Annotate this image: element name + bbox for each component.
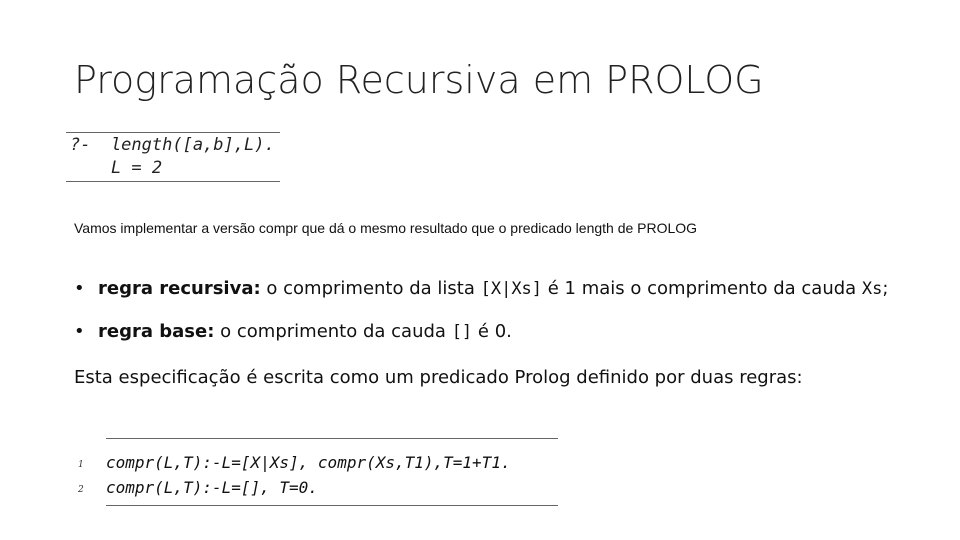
bullet-recursive-rule bbox=[74, 277, 888, 301]
bullet-base-rule bbox=[74, 320, 512, 344]
slide-title: Programação Recursiva em PROLOG bbox=[74, 58, 764, 102]
query-top-rule bbox=[66, 132, 280, 133]
bullet-text: ; bbox=[882, 278, 889, 299]
code-text-1: compr(L,T):-L=[X|Xs], compr(Xs,T1),T=1+T1. bbox=[106, 453, 511, 472]
code-top-rule bbox=[106, 438, 558, 439]
query-line-1: ?- length([a,b],L). bbox=[70, 135, 275, 155]
bullet-text: o comprimento da cauda bbox=[220, 321, 446, 342]
bullet-text: o comprimento da lista bbox=[266, 278, 475, 299]
bullet-label: regra base: bbox=[98, 321, 215, 342]
bullet-text: é 0. bbox=[477, 321, 512, 342]
query-bottom-rule bbox=[66, 181, 280, 182]
query-line-2: L = 2 bbox=[70, 158, 163, 178]
code-line-2 bbox=[78, 477, 84, 496]
bullet-code: [X|Xs] bbox=[480, 279, 543, 299]
bullet-dot: • bbox=[74, 321, 85, 342]
code-bottom-rule bbox=[106, 505, 558, 506]
bullet-code: Xs bbox=[861, 279, 883, 299]
bullet-code: [] bbox=[451, 322, 473, 342]
bullet-text: é 1 mais o comprimento da cauda bbox=[547, 278, 857, 299]
bullet-label: regra recursiva: bbox=[98, 278, 261, 299]
intro-text: Vamos implementar a versão compr que dá o mesmo resultado que o predicado length de PROLOG bbox=[74, 220, 698, 236]
line-number: 1 bbox=[78, 460, 84, 470]
bullet-dot: • bbox=[74, 278, 85, 299]
code-text-2: compr(L,T):-L=[], T=0. bbox=[106, 478, 318, 497]
code-line-1 bbox=[78, 452, 84, 471]
specification-paragraph: Esta especificação é escrita como um predicado Prolog definido por duas regras: bbox=[74, 367, 803, 388]
line-number: 2 bbox=[78, 485, 84, 495]
